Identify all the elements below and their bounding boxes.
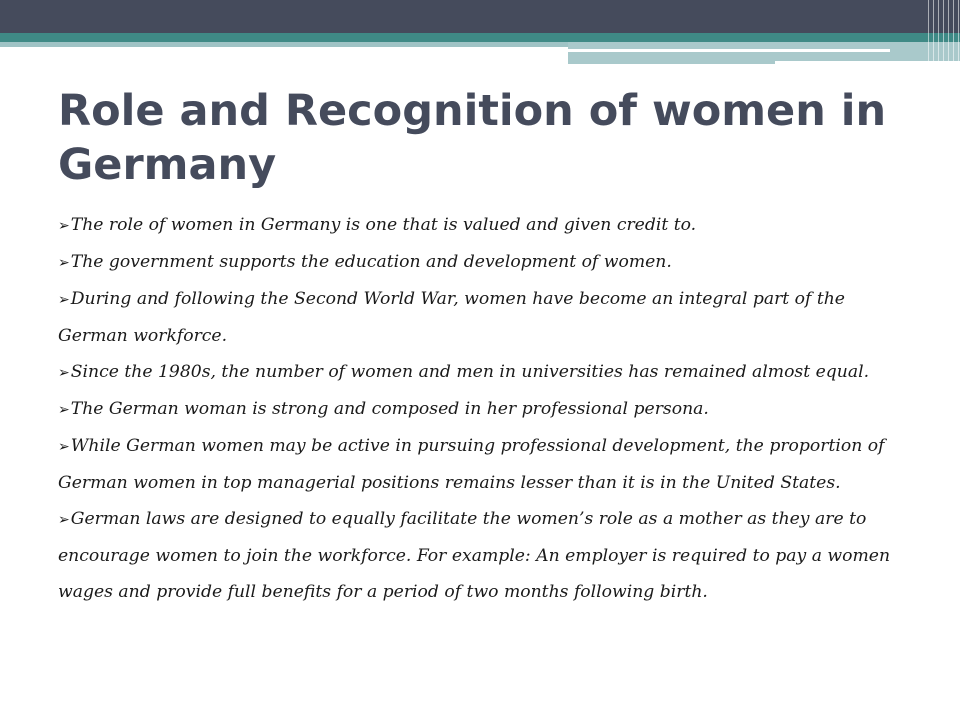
bullet-text: The role of women in Germany is one that is valued and given credit to. <box>70 215 697 235</box>
bullet-item <box>58 281 898 354</box>
arrow-bullet-icon: ➢ <box>58 292 70 308</box>
arrow-bullet-icon: ➢ <box>58 255 70 271</box>
header-light-band <box>0 42 568 47</box>
header-corner-lines <box>928 0 960 64</box>
arrow-bullet-icon: ➢ <box>58 402 70 418</box>
arrow-bullet-icon: ➢ <box>58 439 70 455</box>
bullet-item <box>58 244 898 281</box>
bullet-text: While German women may be active in pursuing professional development, the proportion of German women in top managerial positions remains lesser than it is in the United States. <box>58 436 885 493</box>
bullet-text: The government supports the education and development of women. <box>70 252 672 272</box>
bullet-item <box>58 391 898 428</box>
bullet-text: The German woman is strong and composed in her professional persona. <box>70 399 709 419</box>
header-white-stripe <box>568 49 890 52</box>
arrow-bullet-icon: ➢ <box>58 218 70 234</box>
arrow-bullet-icon: ➢ <box>58 365 70 381</box>
header-dark-band <box>0 0 960 33</box>
bullet-list <box>58 207 898 610</box>
arrow-bullet-icon: ➢ <box>58 512 70 528</box>
header-teal-band <box>0 33 960 42</box>
bullet-text: During and following the Second World War, women have become an integral part of the German workforce. <box>58 289 845 346</box>
slide-title: Role and Recognition of women in Germany <box>58 86 887 190</box>
bullet-item <box>58 501 898 610</box>
bullet-text: Since the 1980s, the number of women and men in universities has remained almost equal. <box>70 362 870 382</box>
bullet-item <box>58 428 898 501</box>
bullet-item <box>58 354 898 391</box>
bullet-text: German laws are designed to equally facilitate the women’s role as a mother as they are to encourage women to join the workforce. For example: An employer is required to pay a women wages and provide full benefits for a period of two months following birth. <box>58 509 891 602</box>
bullet-item <box>58 207 898 244</box>
